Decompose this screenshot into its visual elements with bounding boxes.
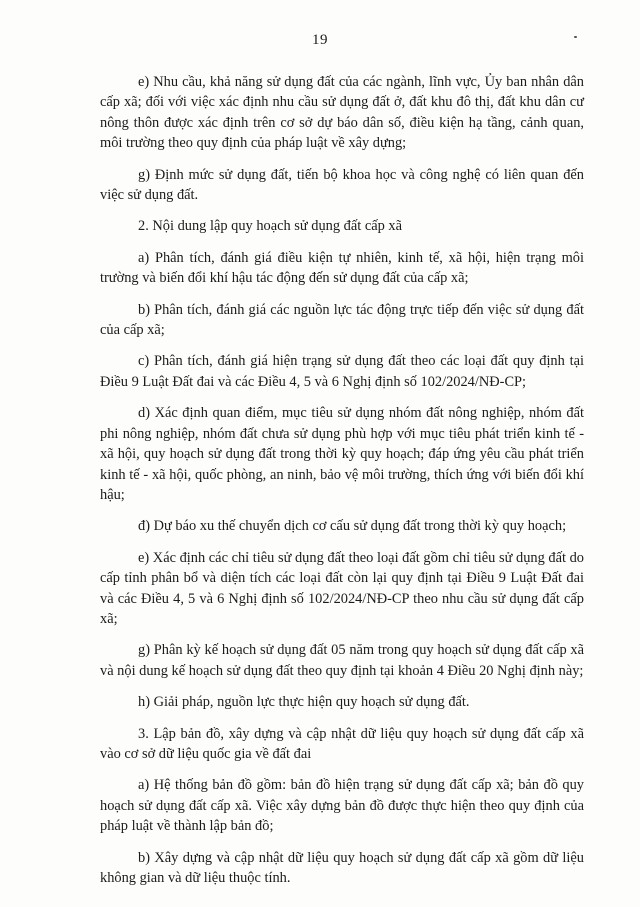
paragraph-d-objectives: d) Xác định quan điểm, mục tiêu sử dụng nhóm đất nông nghiệp, nhóm đất phi nông nghiệp, nhóm đất chưa sử dụng phù hợp với mục tiêu phát triển kinh tế - xã hội, quy hoạch sử dụng đất trong thời kỳ quy hoạch; đáp ứng yêu cầu phát triển kinh tế - xã hội, quốc phòng, an ninh, bảo vệ môi trường, thích ứng với biến đổi khí hậu; bbox=[100, 405, 584, 503]
paragraph-dd-trend-forecast: đ) Dự báo xu thế chuyển dịch cơ cấu sử dụng đất trong thời kỳ quy hoạch; bbox=[138, 518, 567, 535]
section-heading-2-planning-content: 2. Nội dung lập quy hoạch sử dụng đất cấp xã bbox=[138, 218, 402, 235]
paragraph-a-map-system: a) Hệ thống bản đồ gồm: bản đồ hiện trạng sử dụng đất cấp xã; bản đồ quy hoạch sử dụng đất cấp xã. Việc xây dựng bản đồ được thực hiện theo quy định của pháp luật về thành lập bản đồ; bbox=[100, 777, 584, 835]
paragraph-g-five-year-phasing: g) Phân kỳ kế hoạch sử dụng đất 05 năm trong quy hoạch sử dụng đất cấp xã và nội dung kế hoạch sử dụng đất theo quy định tại khoản 4 Điều 20 Nghị định này; bbox=[100, 642, 584, 679]
paragraph-e-land-use-demand: e) Nhu cầu, khả năng sử dụng đất của các ngành, lĩnh vực, Ủy ban nhân dân cấp xã; đối với việc xác định nhu cầu sử dụng đất ở, đất khu đô thị, đất khu dân cư nông thôn được xác định trên cơ sở dự báo dân số, điều kiện hạ tầng, cảnh quan, môi trường theo quy định của pháp luật về xây dựng; bbox=[100, 74, 584, 152]
paragraph-b-data-update: b) Xây dựng và cập nhật dữ liệu quy hoạch sử dụng đất cấp xã gồm dữ liệu không gian và dữ liệu thuộc tính. bbox=[100, 849, 584, 886]
paragraph-h-solutions: h) Giải pháp, nguồn lực thực hiện quy hoạch sử dụng đất. bbox=[138, 694, 470, 711]
paragraph-e-land-use-targets: e) Xác định các chỉ tiêu sử dụng đất theo loại đất gồm chỉ tiêu sử dụng đất do cấp tỉnh phân bổ và diện tích các loại đất còn lại quy định tại Điều 9 Luật Đất đai và các Điều 4, 5 và 6 Nghị định số 102/2024/NĐ-CP theo nhu cầu sử dụng đất cấp xã; bbox=[100, 549, 584, 627]
section-heading-3-maps-and-data: 3. Lập bản đồ, xây dựng và cập nhật dữ liệu quy hoạch sử dụng đất cấp xã vào cơ sở dữ liệu quốc gia về đất đai bbox=[100, 725, 584, 762]
paragraph-b-resources: b) Phân tích, đánh giá các nguồn lực tác động trực tiếp đến việc sử dụng đất của cấp xã; bbox=[100, 301, 584, 339]
page-number: 19 bbox=[312, 32, 328, 48]
document-body bbox=[100, 72, 584, 899]
paragraph-c-current-status: c) Phân tích, đánh giá hiện trạng sử dụng đất theo các loại đất quy định tại Điều 9 Luật Đất đai và các Điều 4, 5 và 6 Nghị định số 102/2024/NĐ-CP; bbox=[100, 353, 584, 390]
scan-speck bbox=[574, 36, 577, 38]
paragraph-g-land-use-norms: g) Định mức sử dụng đất, tiến bộ khoa học và công nghệ có liên quan đến việc sử dụng đất. bbox=[100, 166, 584, 204]
paragraph-a-natural-conditions: a) Phân tích, đánh giá điều kiện tự nhiên, kinh tế, xã hội, hiện trạng môi trường và biến đổi khí hậu tác động đến sử dụng đất của cấp xã; bbox=[100, 249, 584, 287]
